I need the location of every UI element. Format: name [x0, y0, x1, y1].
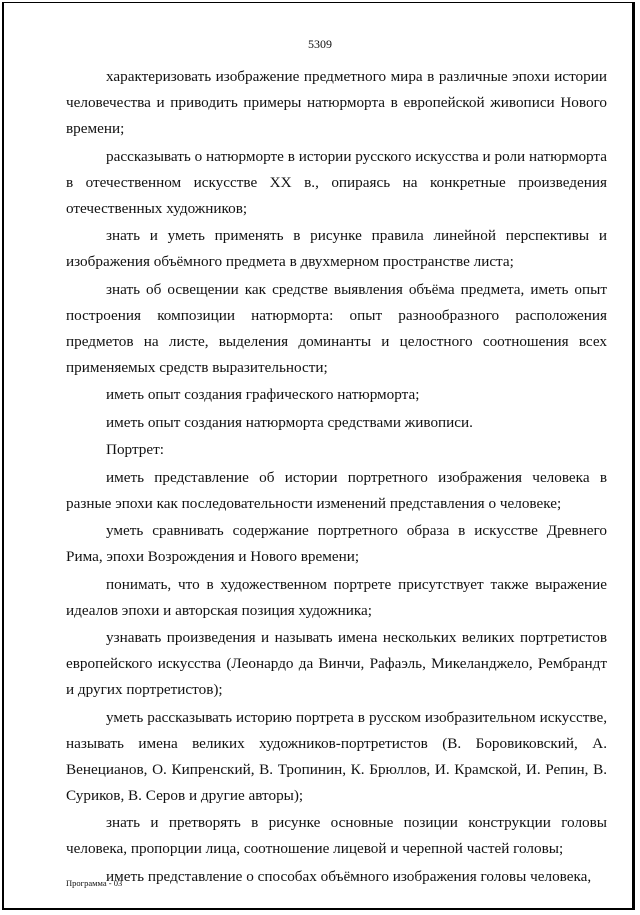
paragraph: узнавать произведения и называть имена нескольких великих портретистов европейского искусства (Леонардо да Винчи, Рафаэль, Микеланджело, Рембрандт и других портретистов); — [66, 629, 607, 698]
paragraph: иметь опыт создания натюрморта средствами живописи. — [106, 413, 473, 431]
paragraph: знать об освещении как средстве выявления объёма предмета, иметь опыт построения композиции натюрморта: опыт разнообразного расположения предметов на листе, выделения доминанты и целостного соотношения всех применяемых средств выразительности; — [66, 280, 607, 376]
paragraph: уметь сравнивать содержание портретного образа в искусстве Древнего Рима, эпохи Возрождения и Нового времени; — [66, 522, 607, 565]
paragraph: характеризовать изображение предметного мира в различные эпохи истории человечества и приводить примеры натюрморта в европейской живописи Нового времени; — [66, 68, 607, 137]
paragraph: иметь представление об истории портретного изображения человека в разные эпохи как последовательности изменений представления о человеке; — [66, 468, 607, 512]
paragraph: знать и претворять в рисунке основные позиции конструкции головы человека, пропорции лица, соотношение лицевой и черепной частей головы; — [66, 814, 607, 857]
page-number: 5309 — [308, 37, 332, 51]
paragraph: понимать, что в художественном портрете присутствует также выражение идеалов эпохи и авторская позиция художника; — [66, 575, 607, 619]
paragraph: знать и уметь применять в рисунке правила линейной перспективы и изображения объёмного предмета в двухмерном пространстве листа; — [66, 227, 607, 270]
footer-label: Программа - 03 — [66, 878, 123, 888]
paragraph: уметь рассказывать историю портрета в русском изобразительном искусстве, называть имена великих художников-портретистов (В. Боровиковский, А. Венецианов, О. Кипренский, В. Тропинин, К. Брюллов, И. Крамской, И. Репин, В. Суриков, В. Серов и другие авторы); — [66, 708, 607, 804]
paragraph: иметь представление о способах объёмного изображения головы человека, — [106, 867, 592, 885]
paragraph: иметь опыт создания графического натюрморта; — [106, 386, 420, 403]
document-body — [66, 64, 607, 891]
section-heading: Портрет: — [106, 441, 164, 458]
paragraph: рассказывать о натюрморте в истории русского искусства и роли натюрморта в отечественном искусстве XX в., опираясь на конкретные произведения отечественных художников; — [66, 147, 607, 217]
